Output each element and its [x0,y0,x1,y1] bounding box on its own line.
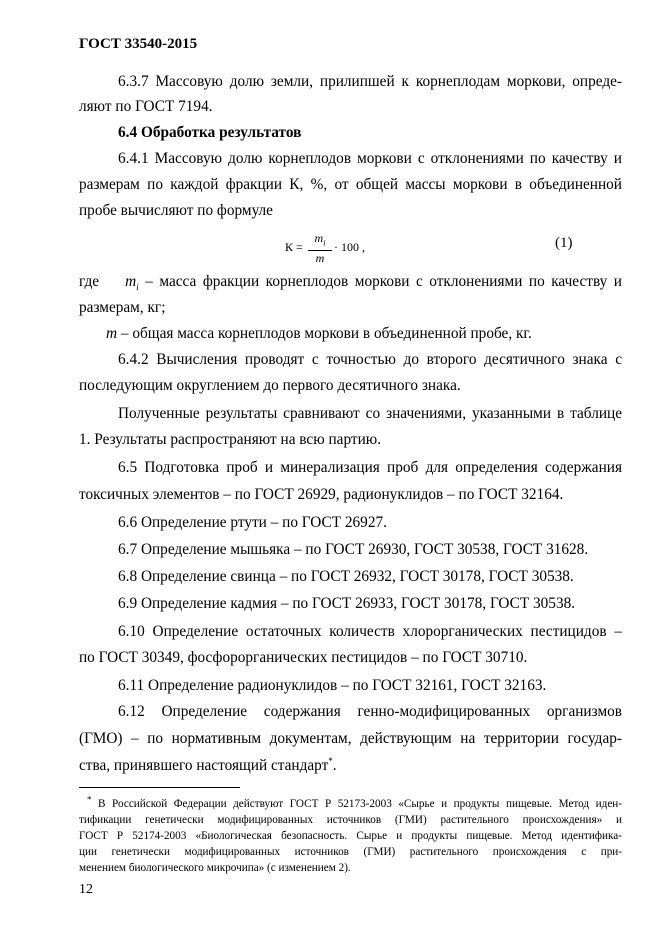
para-6-10-line-2: по ГОСТ 30349, фосфорорганических пестицидов – по ГОСТ 30710. [79,649,528,666]
para-6-11: 6.11 Определение радионуклидов – по ГОСТ 32161, ГОСТ 32163. [118,677,547,694]
footnote-reference: * [328,755,333,766]
footnote-line-2: тификации генетически модифицированных источников (ГМИ) растительного происхождения» и [79,814,622,826]
where-line-3: m – общая масса корнеплодов моркови в объединенной пробе, кг. [106,325,532,342]
formula-fraction [308,232,332,265]
document-id-header: ГОСТ 33540-2015 [79,36,198,52]
para-6-7: 6.7 Определение мышьяка – по ГОСТ 26930, ГОСТ 30538, ГОСТ 31628. [118,541,589,558]
para-6-4-1-line-3: пробе вычисляют по формуле [79,202,273,219]
footnote-line-4: ции генетически модифицированных источников (ГМИ) растительного происхождения с при- [79,846,622,858]
para-6-12-line-2: (ГМО) – по нормативным документам, действующим на территории государ- [79,730,622,747]
footnote-mark: * [87,794,92,805]
para-6-12-line-1: 6.12 Определение содержания генно-модифицированных организмов [118,703,622,720]
para-6-4-1-line-2: размерам по каждой фракции К, %, от общей массы моркови в объединенной [79,176,622,193]
para-results-line-2: 1. Результаты распространяют на всю партию. [79,431,382,448]
formula-denominator: m [315,251,325,266]
para-6-6: 6.6 Определение ртути – по ГОСТ 26927. [118,514,387,531]
para-6-4-2-line-1: 6.4.2 Вычисления проводят с точностью до второго десятичного знака с [118,351,622,368]
footnote-line-3: ГОСТ Р 52174-2003 «Биологическая безопасность. Сырье и продукты пищевые. Метод идентифика- [79,830,622,842]
para-6-8: 6.8 Определение свинца – по ГОСТ 26932, ГОСТ 30178, ГОСТ 30538. [118,568,574,585]
para-6-4-2-line-2: последующим округлением до первого десятичного знака. [79,377,461,394]
para-6-10-line-1: 6.10 Определение остаточных количеств хлорорганических пестицидов – [118,623,622,640]
formula-rest: · 100 , [334,240,365,254]
para-6-9: 6.9 Определение кадмия – по ГОСТ 26933, ГОСТ 30178, ГОСТ 30538. [118,595,576,612]
para-6-3-7-line-2: ляют по ГОСТ 7194. [79,98,213,115]
section-6-4-heading: 6.4 Обработка результатов [118,124,302,141]
equation-number: (1) [555,235,573,251]
para-6-12-line-3: ства, принявшего настоящий стандарт*. [79,755,337,774]
para-6-3-7-line-1: 6.3.7 Массовую долю земли, прилипшей к корнеплодам моркови, опреде- [118,73,622,90]
where-line-2: размерам, кг; [79,299,166,316]
formula-numerator: $m_i$ [314,231,326,248]
footnote-separator [79,787,240,788]
where-line-1: где $m_i$ – масса фракции корнеплодов моркови с отклонениями по качеству и [79,273,622,293]
footnote-line-5: менением биологического микрочипа» (с изменением 2). [79,862,351,874]
para-6-4-1-line-1: 6.4.1 Массовую долю корнеплодов моркови с отклонениями по качеству и [118,150,622,167]
para-6-5-line-2: токсичных элементов – по ГОСТ 26929, радионуклидов – по ГОСТ 32164. [79,486,564,503]
para-6-5-line-1: 6.5 Подготовка проб и минерализация проб для определения содержания [118,459,622,476]
para-results-line-1: Полученные результаты сравнивают со значениями, указанными в таблице [118,405,622,422]
formula-lhs: К = [285,240,303,254]
page-number: 12 [79,882,93,897]
footnote-line-1: * В Российской Федерации действуют ГОСТ Р 52173-2003 «Сырье и продукты пищевые. Метод иден- [87,794,623,810]
